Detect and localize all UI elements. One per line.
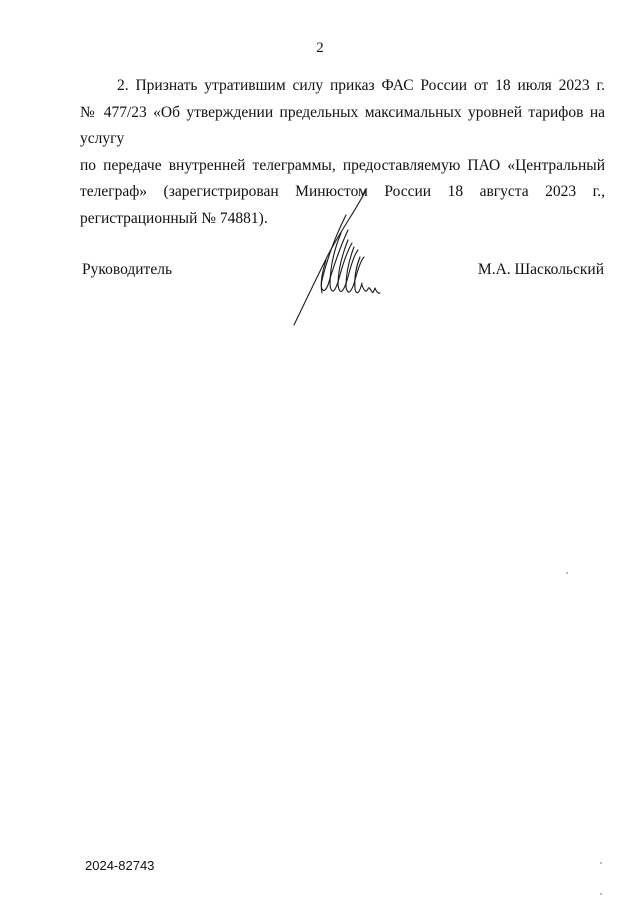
signatory-title: Руководитель — [82, 261, 173, 278]
handwritten-signature — [286, 185, 386, 330]
paragraph-line: телеграф» (зарегистрирован Минюстом России 18 августа 2023 г., — [80, 183, 605, 201]
scan-speck — [600, 862, 602, 864]
page-number: 2 — [316, 40, 324, 56]
paragraph-line: 2. Признать утратившим силу приказ ФАС России от 18 июля 2023 г. — [117, 77, 605, 94]
paragraph-line: регистрационный № 74881). — [80, 209, 268, 227]
scan-speck — [600, 893, 602, 895]
scan-speck — [566, 572, 568, 574]
paragraph-line: по передаче внутренней телеграммы, предоставляемую ПАО «Центральный — [80, 156, 605, 174]
paragraph-line: № 477/23 «Об утверждении предельных максимальных уровней тарифов на услугу — [80, 103, 605, 148]
document-code: 2024-82743 — [85, 858, 155, 873]
signatory-name: М.А. Шаскольский — [477, 261, 604, 278]
